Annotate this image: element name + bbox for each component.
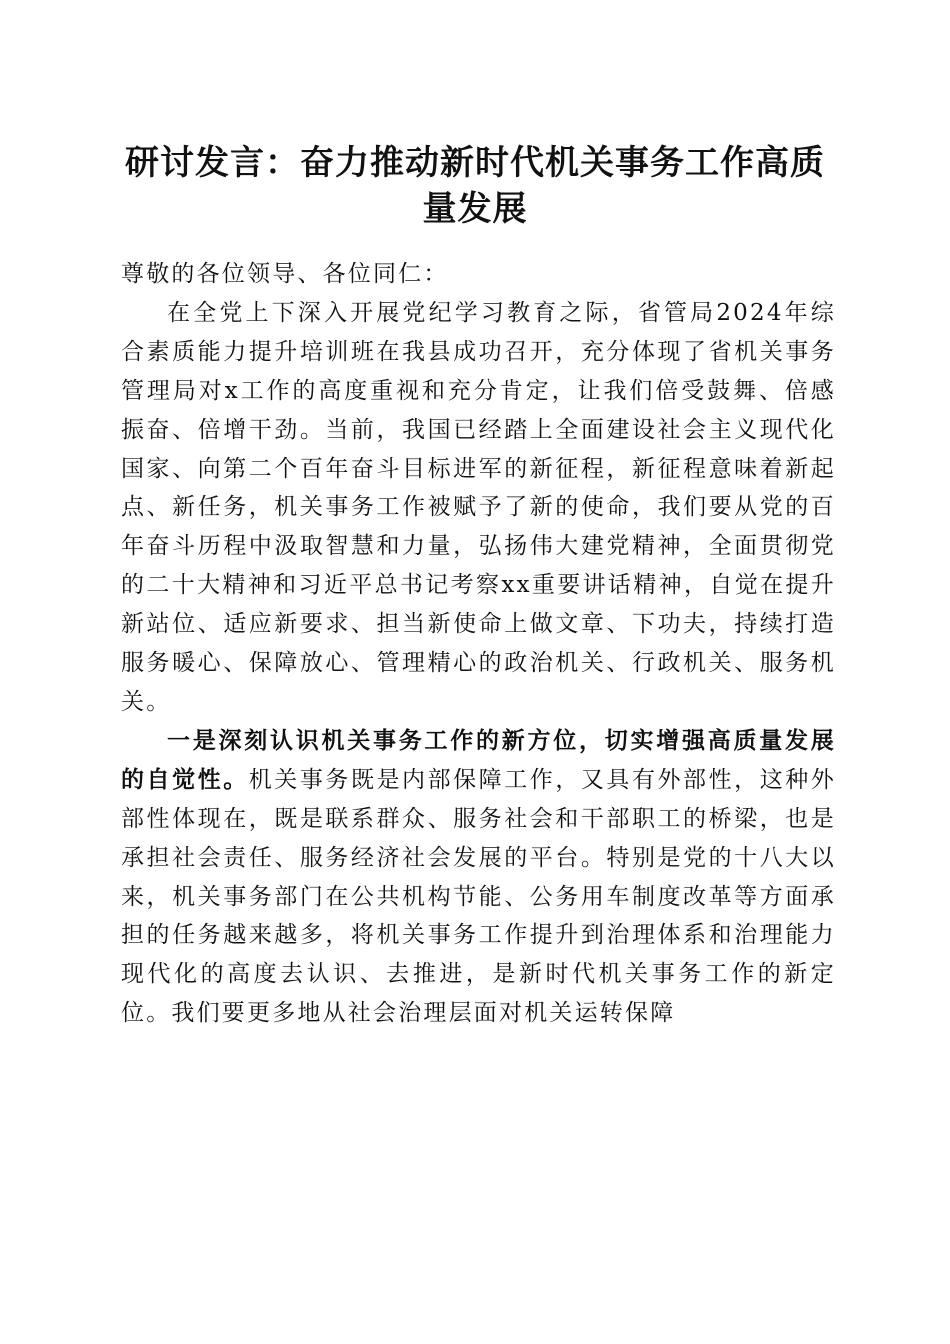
salutation: 尊敬的各位领导、各位同仁： [121,261,449,287]
document-body [121,255,836,1033]
paragraph-point-one-lead: 一是深刻认识机关事务工作的新方位，切实增强高质量发展的自觉性。 [121,726,836,793]
title-line-1: 研讨发言：奋力推动新时代机关事务工作高质 [125,143,825,183]
paragraph-intro: 在全党上下深入开展党纪学习教育之际，省管局2024年综合素质能力提升培训班在我县成功召开，充分体现了省机关事务管理局对x工作的高度重视和充分肯定，让我们倍受鼓舞、倍感振奋、倍增干劲。当前，我国已经踏上全面建设社会主义现代化国家、向第二个百年奋斗目标进军的新征程，新征程意味着新起点、新任务，机关事务工作被赋予了新的使命，我们要从党的百年奋斗历程中汲取智慧和力量，弘扬伟大建党精神，全面贯彻党的二十大精神和习近平总书记考察xx重要讲话精神，自觉在提升新站位、适应新要求、担当新使命上做文章、下功夫，持续打造服务暖心、保障放心、管理精心的政治机关、行政机关、服务机关。 [121,299,836,715]
paragraph-point-one [121,722,836,1033]
paragraph-point-one-body: 机关事务既是内部保障工作，又具有外部性，这种外部性体现在，既是联系群众、服务社会和干部职工的桥梁，也是承担社会责任、服务经济社会发展的平台。特别是党的十八大以来，机关事务部门在公共机构节能、公务用车制度改革等方面承担的任务越来越多，将机关事务工作提升到治理体系和治理能力现代化的高度去认识、去推进，是新时代机关事务工作的新定位。我们要更多地从社会治理层面对机关运转保障 [121,766,837,1027]
document-title [100,140,850,232]
title-line-2: 量发展 [422,189,528,229]
